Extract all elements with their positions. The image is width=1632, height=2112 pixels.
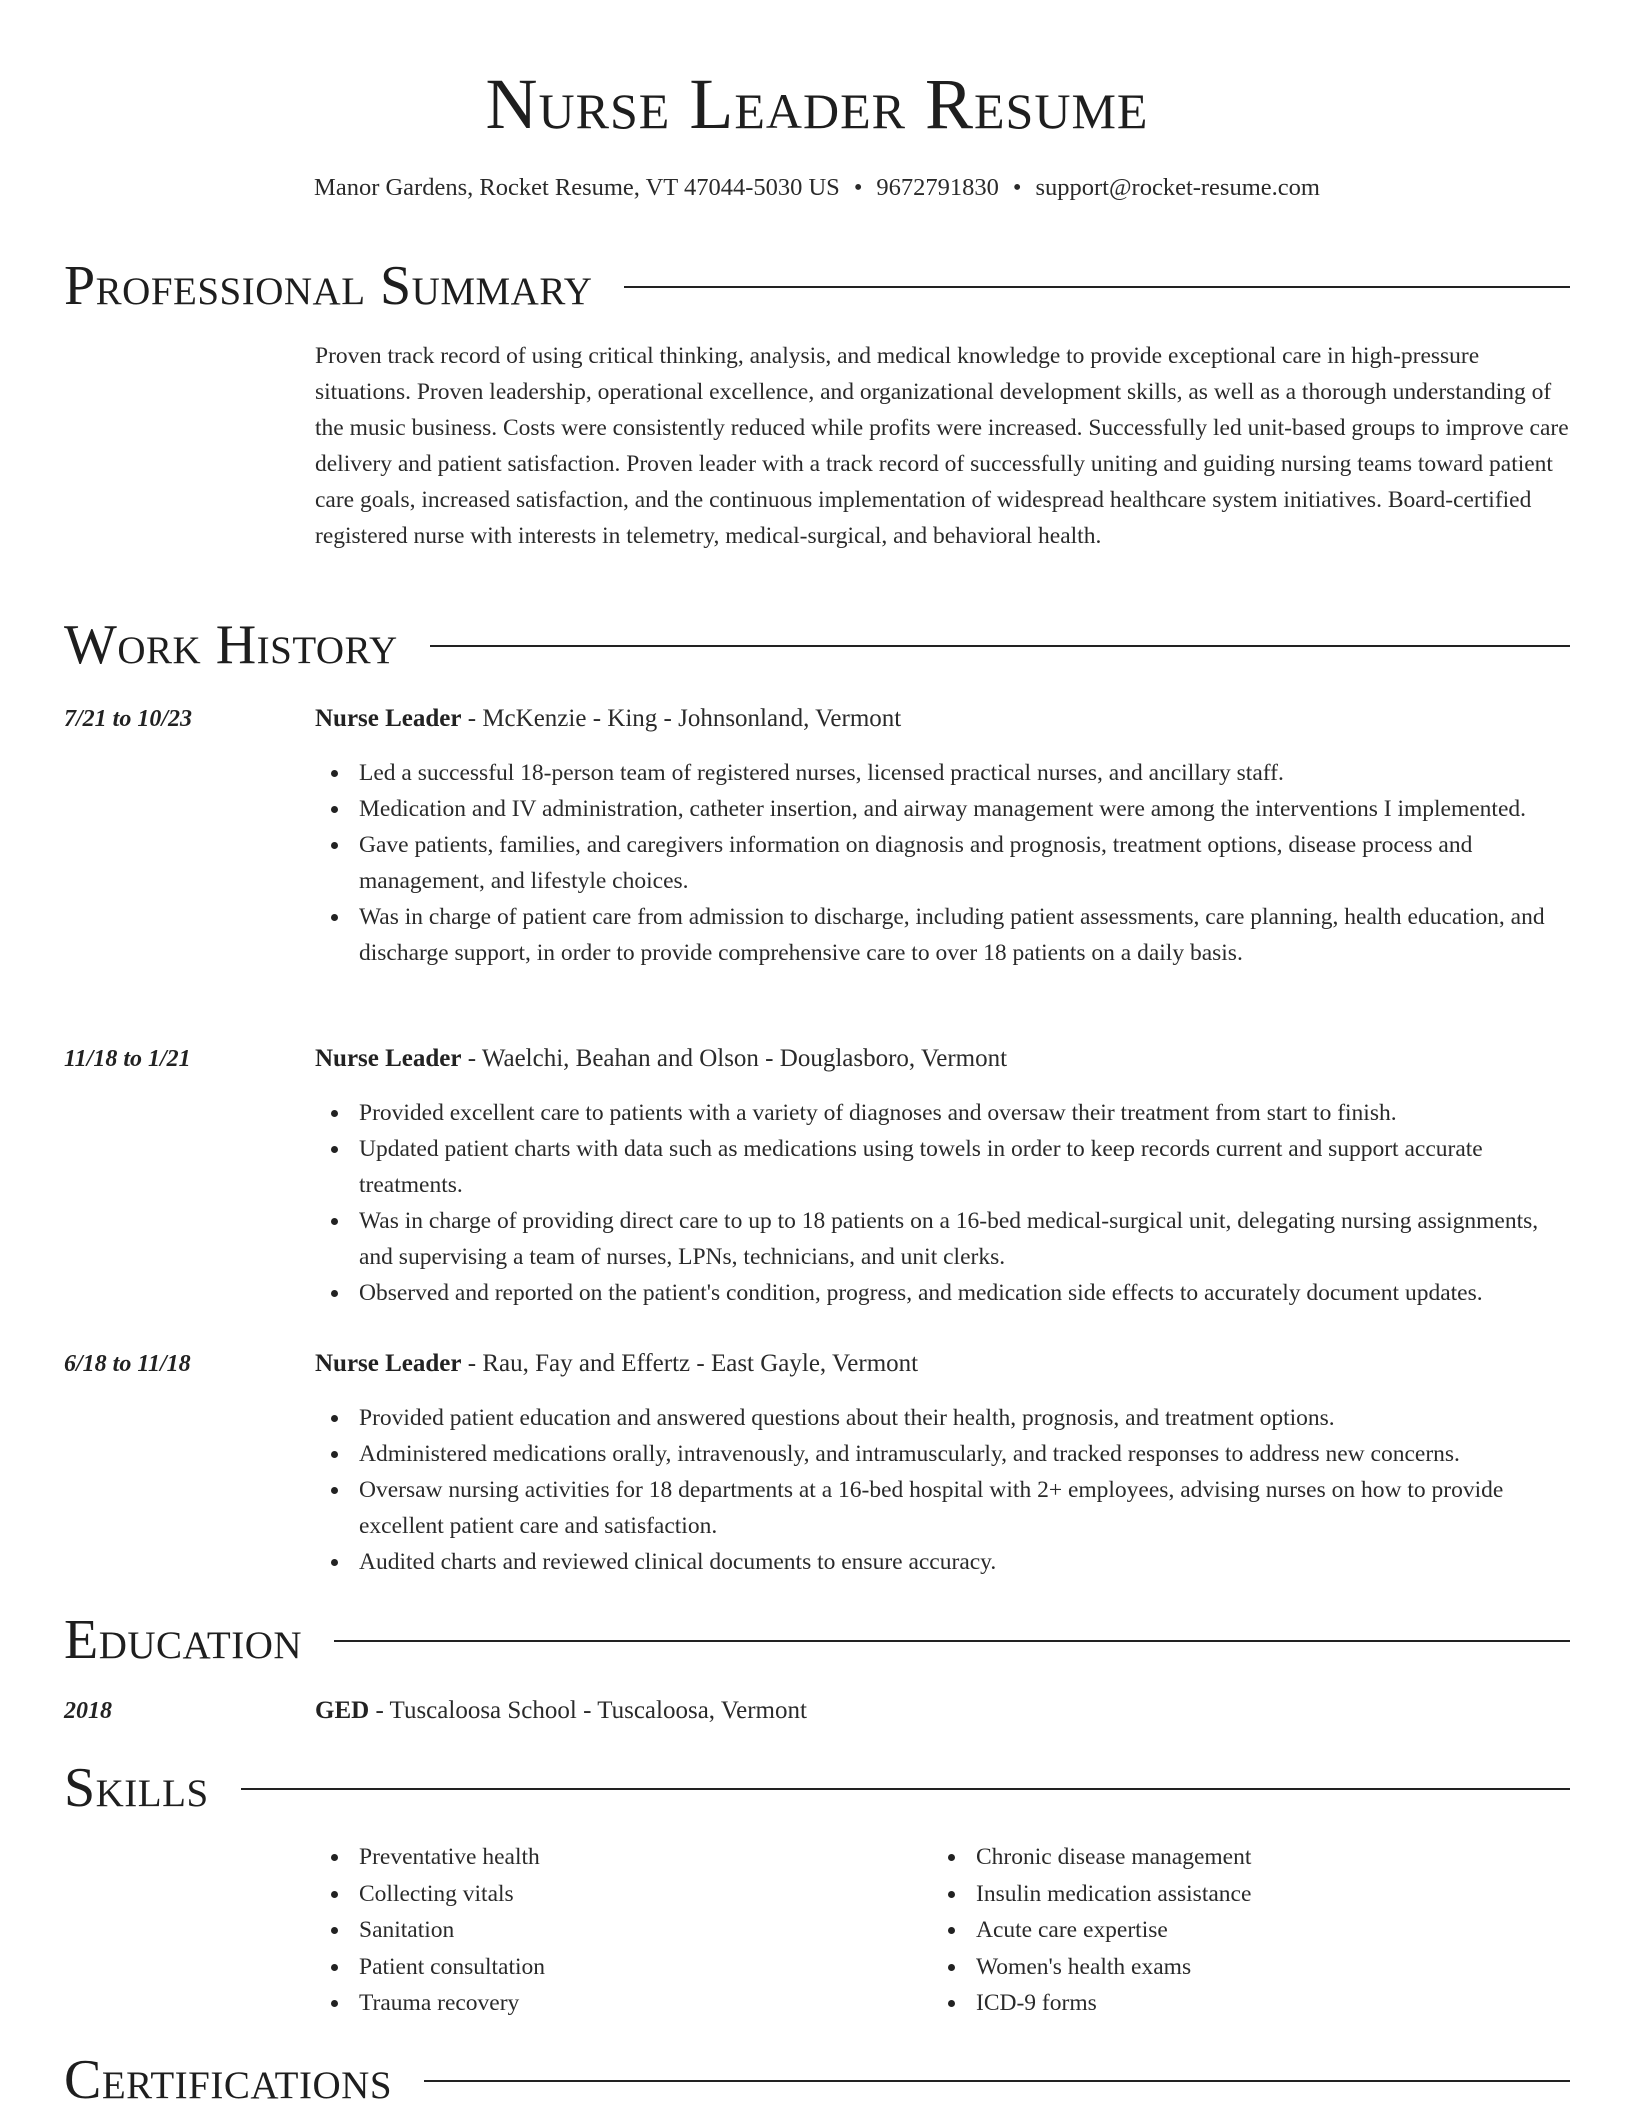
skills-list-left [315,1839,932,2022]
list-item: Collecting vitals [359,1876,932,1913]
section-heading-skills [64,1758,1570,1818]
address: Manor Gardens, Rocket Resume, VT 47044-5030 US [314,174,840,201]
list-item: Administered medications orally, intravenously, and intramuscularly, and tracked responses to address new concerns. [359,1436,1570,1472]
email: support@rocket-resume.com [1035,174,1320,201]
list-item: Patient consultation [359,1949,932,1986]
list-item: Was in charge of providing direct care to up to 18 patients on a 16-bed medical-surgical unit, delegating nursing assignments, and supervising a team of nurses, LPNs, technicians, and unit clerks. [359,1203,1570,1275]
list-item: Updated patient charts with data such as medications using towels in order to keep records current and support accurate treatments. [359,1131,1570,1203]
list-item: Preventative health [359,1839,932,1876]
list-item: Led a successful 18-person team of registered nurses, licensed practical nurses, and ancillary staff. [359,755,1570,791]
list-item: Sanitation [359,1912,932,1949]
list-item: Women's health exams [976,1949,1549,1986]
education-entry [64,1695,1570,1727]
skills-list-right [932,1839,1549,2022]
separator-dot: • [853,174,863,201]
section-rule [624,286,1570,288]
phone: 9672791830 [876,174,999,201]
section-title: Work History [64,614,398,676]
section-heading-certifications [64,2050,1570,2110]
job-employer: - Waelchi, Beahan and Olson - Douglasboro, Vermont [461,1045,1008,1072]
job-dates: 6/18 to 11/18 [64,1351,191,1377]
summary-block [64,338,1570,554]
resume-title: Nurse Leader Resume [485,64,1149,144]
list-item: Was in charge of patient care from admission to discharge, including patient assessments, care planning, health education, and discharge support, in order to provide comprehensive care to over 18 patients on a daily basis. [359,899,1570,971]
list-item: Oversaw nursing activities for 18 departments at a 16-bed hospital with 2+ employees, advising nurses on how to provide excellent patient care and satisfaction. [359,1472,1570,1544]
section-heading-work [64,615,1570,675]
summary-text: Proven track record of using critical thinking, analysis, and medical knowledge to provide exceptional care in high-pressure situations. Proven leadership, operational excellence, and organizational development skills, as well as a thorough understanding of the music business. Costs were consistently reduced while profits were increased. Successfully led unit-based groups to improve care delivery and patient satisfaction. Proven leader with a track record of successfully uniting and guiding nursing teams toward patient care goals, increased satisfaction, and the continuous implementation of widespread healthcare system initiatives. Board-certified registered nurse with interests in telemetry, medical-surgical, and behavioral health. [315,343,1569,549]
list-item: Provided excellent care to patients with a variety of diagnoses and oversaw their treatment from start to finish. [359,1095,1570,1131]
list-item: Acute care expertise [976,1912,1549,1949]
list-item: Audited charts and reviewed clinical documents to ensure accuracy. [359,1544,1570,1580]
job-entry [64,703,1570,971]
list-item: Medication and IV administration, catheter insertion, and airway management were among the interventions I implemented. [359,791,1570,827]
section-heading-summary [64,256,1570,316]
job-bullets [315,1400,1570,1580]
section-rule [334,1640,1570,1642]
list-item: Chronic disease management [976,1839,1549,1876]
contact-line [64,172,1570,204]
list-item: Insulin medication assistance [976,1876,1549,1913]
job-employer: - Rau, Fay and Effertz - East Gayle, Vermont [461,1350,919,1377]
list-item: ICD-9 forms [976,1985,1549,2022]
section-rule [424,2080,1570,2082]
job-dates: 7/21 to 10/23 [64,706,193,732]
job-bullets [315,1095,1570,1311]
section-heading-education [64,1610,1570,1670]
resume-page [64,0,1570,2111]
job-role: Nurse Leader [315,1045,462,1072]
job-role: Nurse Leader [315,1350,462,1377]
job-dates: 11/18 to 1/21 [64,1046,191,1072]
list-item: Trauma recovery [359,1985,932,2022]
list-item: Provided patient education and answered questions about their health, prognosis, and treatment options. [359,1400,1570,1436]
section-title: Certifications [64,2049,393,2111]
section-rule [430,645,1570,647]
job-employer: - McKenzie - King - Johnsonland, Vermont [461,705,902,732]
list-item: Gave patients, families, and caregivers information on diagnosis and prognosis, treatment options, disease process and management, and lifestyle choices. [359,827,1570,899]
separator-dot: • [1012,174,1022,201]
list-item: Observed and reported on the patient's condition, progress, and medication side effects to accurately document updates. [359,1275,1570,1311]
job-entry [64,1043,1570,1311]
skills-block [64,1839,1570,2022]
job-role: Nurse Leader [315,705,462,732]
section-title: Skills [64,1757,209,1819]
education-school: - Tuscaloosa School - Tuscaloosa, Vermont [369,1697,807,1724]
section-title: Professional Summary [64,255,593,317]
section-rule [241,1788,1570,1790]
job-entry [64,1348,1570,1580]
education-year: 2018 [64,1698,112,1724]
section-title: Education [64,1609,303,1671]
job-bullets [315,755,1570,971]
education-degree: GED [315,1697,370,1724]
